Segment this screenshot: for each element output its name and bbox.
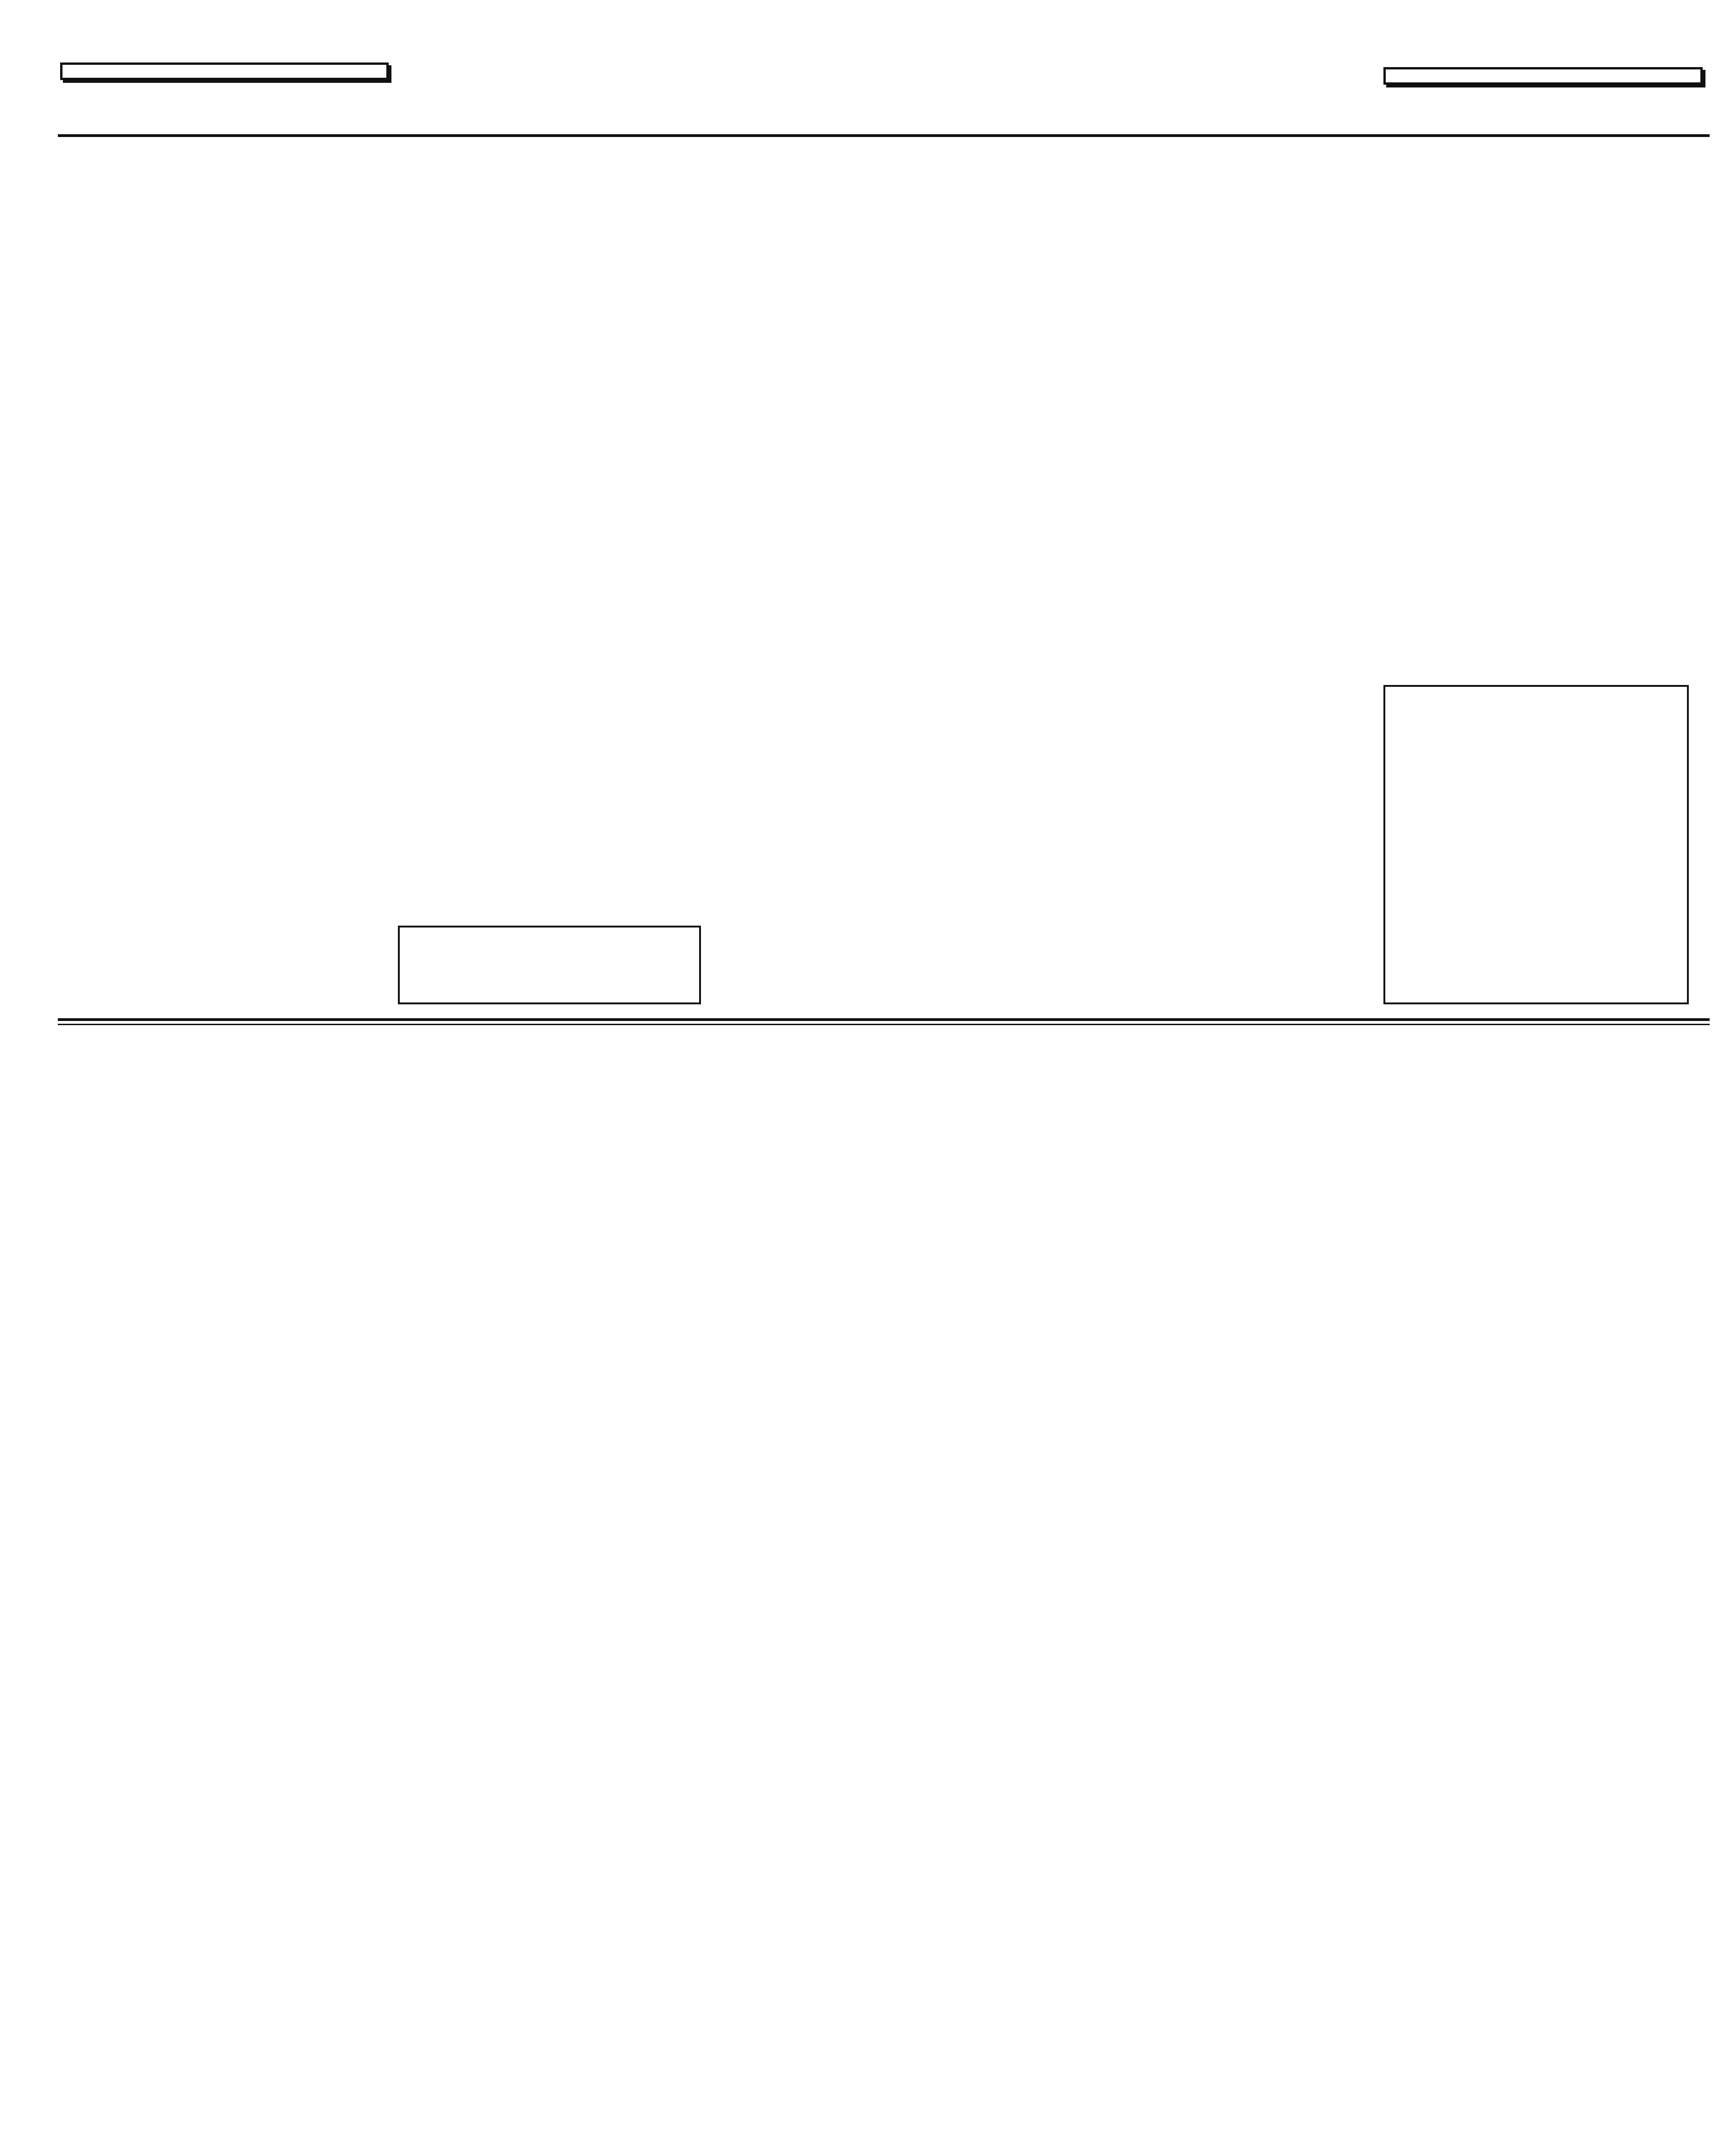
news-box [60, 62, 389, 80]
weather-box [1383, 67, 1703, 85]
african-note [398, 926, 701, 1004]
highlights-box [1383, 685, 1689, 1004]
section-rule-thin [58, 1024, 1710, 1025]
section-rule [58, 1018, 1710, 1021]
header-rule [58, 134, 1710, 137]
